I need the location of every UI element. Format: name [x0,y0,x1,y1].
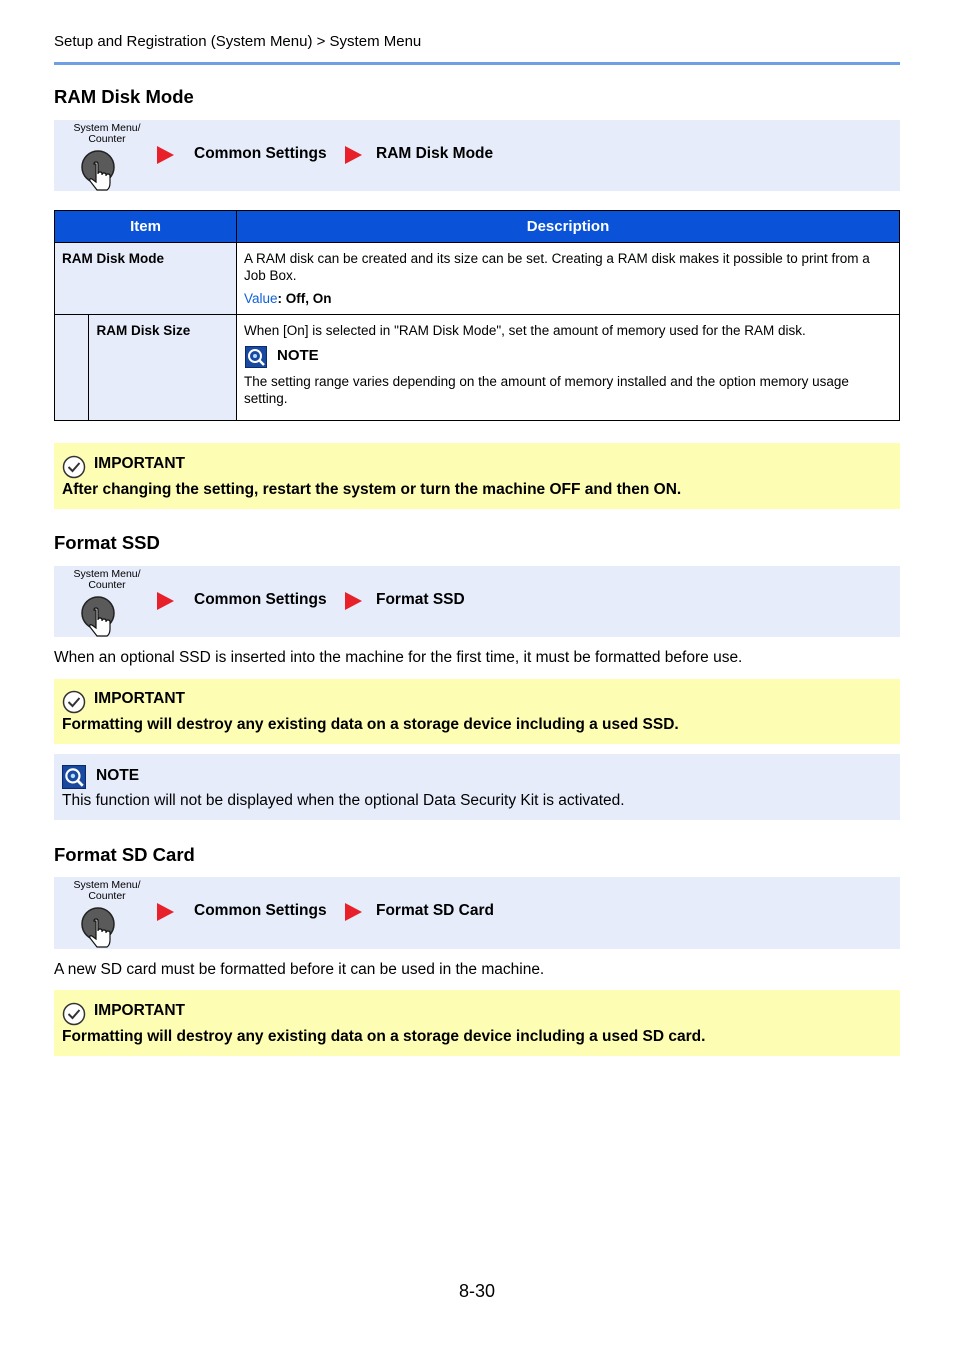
note-title: NOTE [96,767,140,784]
important-text: Formatting will destroy any existing data on a storage device including a used SD card. [62,1028,706,1045]
row-description [237,243,900,315]
description-text: When [On] is selected in "RAM Disk Mode", set the amount of memory used for the RAM disk. [244,323,806,338]
important-title: IMPORTANT [94,690,185,707]
check-circle-icon [62,455,86,479]
settings-table [54,210,900,421]
paragraph-format-sd-card: A new SD card must be formatted before it can be used in the machine. [54,961,545,978]
system-menu-key-icon [79,907,119,949]
nav-step-common-settings: Common Settings [194,591,327,608]
arrow-right-icon [157,903,174,921]
important-title: IMPORTANT [94,455,185,472]
check-circle-icon [62,690,86,714]
table-header-description: Description [237,211,900,243]
important-callout [54,679,900,744]
nav-path-ram-disk-mode [54,120,900,191]
note-text: The setting range varies depending on the amount of memory installed and the option memory usage setting. [244,374,849,406]
row-description [237,315,900,421]
nav-step-common-settings: Common Settings [194,902,327,919]
nav-step-format-ssd: Format SSD [376,591,465,608]
inline-note-header [244,345,892,371]
value-line [244,290,892,307]
nav-path-format-ssd [54,566,900,637]
section-title-format-sd-card: Format SD Card [54,844,195,865]
header-divider [54,62,900,65]
section-title-ram-disk-mode: RAM Disk Mode [54,86,194,107]
row-item-ram-disk-size: RAM Disk Size [89,315,237,421]
system-menu-key-label: System Menu/ Counter [73,122,141,145]
table-row [55,243,900,315]
paragraph-format-ssd: When an optional SSD is inserted into the machine for the first time, it must be formatted before use. [54,649,743,666]
value-options: : Off, On [277,291,332,306]
section-title-format-ssd: Format SSD [54,532,160,553]
row-item-ram-disk-mode: RAM Disk Mode [55,243,237,315]
check-circle-icon [62,1002,86,1026]
nav-step-common-settings: Common Settings [194,145,327,162]
note-icon [245,346,267,368]
nav-path-format-sd-card [54,877,900,949]
important-text: After changing the setting, restart the system or turn the machine OFF and then ON. [62,481,682,498]
table-row [55,315,900,421]
nav-step-ram-disk-mode: RAM Disk Mode [376,145,494,162]
system-menu-key-label: System Menu/ Counter [73,879,141,902]
important-callout [54,443,900,509]
arrow-right-icon [157,146,174,164]
breadcrumb: Setup and Registration (System Menu) > System Menu [54,33,422,50]
note-callout [54,754,900,820]
value-key: Value [244,291,278,306]
system-menu-key-icon [79,150,119,192]
arrow-right-icon [157,592,174,610]
important-callout [54,990,900,1056]
table-header-item: Item [55,211,237,243]
page-number: 8-30 [458,1281,496,1301]
important-text: Formatting will destroy any existing data on a storage device including a used SSD. [62,716,679,733]
important-title: IMPORTANT [94,1002,185,1019]
nav-step-format-sd-card: Format SD Card [376,902,494,919]
row-indent-cell [55,315,89,421]
arrow-right-icon [345,592,362,610]
note-text: This function will not be displayed when the optional Data Security Kit is activated. [62,792,625,809]
arrow-right-icon [345,146,362,164]
note-icon [62,765,86,789]
arrow-right-icon [345,903,362,921]
system-menu-key-icon [79,596,119,638]
description-text: A RAM disk can be created and its size can be set. Creating a RAM disk makes it possible to print from a Job Box. [244,251,870,283]
system-menu-key-label: System Menu/ Counter [73,568,141,591]
note-title: NOTE [277,347,319,364]
